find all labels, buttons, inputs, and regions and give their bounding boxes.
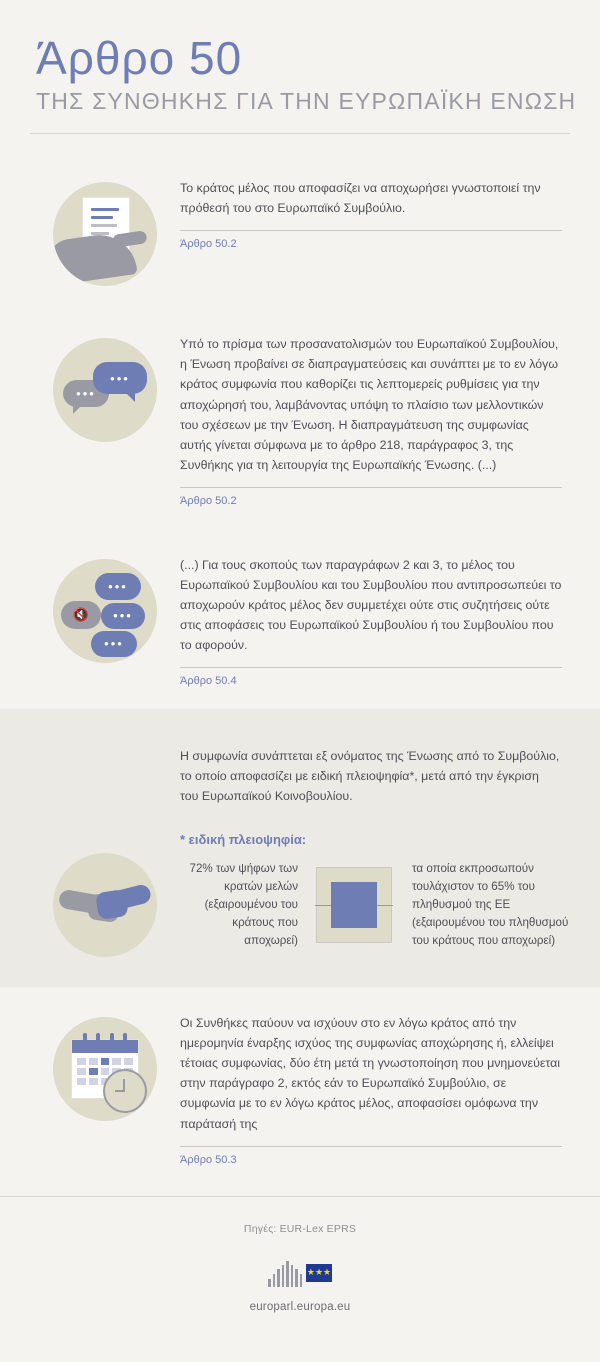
section-text-2: Υπό το πρίσμα των προσανατολισμών του Ευρωπαϊκού Συμβουλίου, η Ένωση προβαίνει σε διαπραγματεύσεις και συνάπτει με το εν λόγω κράτος συμφωνία που καθορίζει τις λεπτομερείς ρυθμίσεις για την αποχώρησή του, λαμβάνοντας υπόψη το πλαίσιο των μελλοντικών του σχέσεων με την Ένωση. Η διαπραγμάτευση της συμφωνίας αυτής γίνεται σύμφωνα με το άρθρο 218, παράγραφος 3, της Συνθήκης για τη λειτουργία της Ευρωπαϊκής Ένωσης. (...) — [180, 337, 559, 472]
clock-shape — [103, 1069, 147, 1113]
page-subtitle: ΤΗΣ ΣΥΝΘΗΚΗΣ ΓΙΑ ΤΗΝ ΕΥΡΩΠΑΪΚΗ ΕΝΩΣΗ — [36, 88, 577, 115]
logo-bars-icon — [268, 1261, 302, 1287]
qualified-majority-right-text: τα οποία εκπροσωπούν τουλάχιστον το 65% του πληθυσμού της ΕΕ (εξαιρουμένου του πληθυσμού του κράτους που αποχωρεί) — [412, 862, 569, 948]
european-parliament-logo — [268, 1257, 332, 1291]
section-block-1 — [0, 152, 600, 308]
section-text-final: Οι Συνθήκες παύουν να ισχύουν στο εν λόγω κράτος από την ημερομηνία έναρξης ισχύος της συμφωνίας αποχώρησης ή, ελλείψει τέτοιας συμφωνίας, δύο έτη μετά τη γνωστοποίηση που μνημονεύεται στην παράγραφο 2, εκτός εάν το Ευρωπαϊκό Συμβούλιο, σε συμφωνία με το εν λόγω κράτος μέλος, αποφασίσει ομόφωνα την παράτασή της — [180, 1016, 561, 1131]
section-text-3: (...) Για τους σκοπούς των παραγράφων 2 και 3, το μέλος του Ευρωπαϊκού Συμβουλίου και του Συμβουλίου που αντιπροσωπεύει το αποχωρούν κράτος μέλος δεν συμμετέχει ούτε στις συζητήσεις ούτε στις αποφάσεις του Ευρωπαϊκού Συμβουλίου ή του Συμβουλίου που το αφορούν. — [180, 557, 562, 653]
text-column-final — [180, 1013, 570, 1166]
muted-speech-icon — [53, 559, 157, 663]
handshake-shape — [59, 883, 151, 929]
speech-bubble-3: ••• — [91, 631, 137, 657]
footer-sources: Πηγές: EUR-Lex EPRS — [243, 1222, 357, 1235]
text-column-3 — [180, 555, 570, 687]
page-title: Άρθρο 50 — [36, 32, 243, 84]
mute-icon: 🔇 — [61, 601, 101, 629]
speech-bubble-2: ••• — [101, 603, 145, 629]
icon-column-2 — [30, 334, 180, 442]
text-column-2 — [180, 334, 570, 507]
footer — [0, 1196, 600, 1343]
diagram-inner-box — [331, 882, 377, 928]
header — [0, 0, 600, 152]
qualified-majority-left-text: 72% των ψήφων των κρατών μελών (εξαιρουμένου του κράτους που αποχωρεί) — [189, 862, 298, 948]
section-text-1: Το κράτος μέλος που αποφασίζει να αποχωρήσει γνωστοποιεί την πρόθεσή του στο Ευρωπαϊκό Συμβούλιο. — [180, 181, 541, 216]
qualified-majority-intro: Η συμφωνία συνάπτεται εξ ονόματος της Ένωσης από το Συμβούλιο, το οποίο αποφασίζει με ειδική πλειοψηφία*, μετά από την έγκριση του Ευρωπαϊκού Κοινοβουλίου. — [180, 748, 560, 803]
calendar-pins — [72, 1033, 138, 1044]
footer-url[interactable]: europarl.europa.eu — [249, 1300, 351, 1313]
text-column-1 — [180, 178, 570, 250]
leader-line-left — [315, 905, 331, 906]
section-block-2 — [0, 308, 600, 529]
speech-bubble-1: ••• — [95, 573, 141, 600]
speech-bubble-blue: ••• — [93, 362, 147, 394]
qualified-majority-block — [0, 709, 600, 987]
icon-column-final — [30, 1013, 180, 1121]
handshake-icon — [53, 853, 157, 957]
calendar-clock-icon — [53, 1017, 157, 1121]
section-block-final — [0, 987, 600, 1188]
divider-1 — [180, 230, 562, 231]
leader-line-right — [377, 905, 393, 906]
section-block-3 — [0, 529, 600, 709]
qualified-majority-diagram — [306, 859, 402, 951]
header-divider — [30, 133, 570, 134]
section-citation-3: Άρθρο 50.4 — [180, 675, 237, 688]
eu-flag-icon: ★★★ — [306, 1264, 332, 1282]
section-citation-final: Άρθρο 50.3 — [180, 1153, 237, 1166]
speech-bubbles-icon — [53, 338, 157, 442]
speech-bubble-grey: ••• — [63, 380, 109, 407]
divider-3 — [180, 667, 562, 668]
section-citation-2: Άρθρο 50.2 — [180, 494, 237, 507]
icon-column-handshake — [30, 853, 180, 957]
section-citation-1: Άρθρο 50.2 — [180, 238, 237, 251]
qualified-majority-title: * ειδική πλειοψηφία: — [180, 832, 307, 848]
divider-final — [180, 1146, 562, 1147]
icon-column-1 — [30, 178, 180, 286]
hand-document-icon — [53, 182, 157, 286]
icon-column-3 — [30, 555, 180, 663]
hand-shape — [53, 231, 138, 287]
divider-2 — [180, 487, 562, 488]
